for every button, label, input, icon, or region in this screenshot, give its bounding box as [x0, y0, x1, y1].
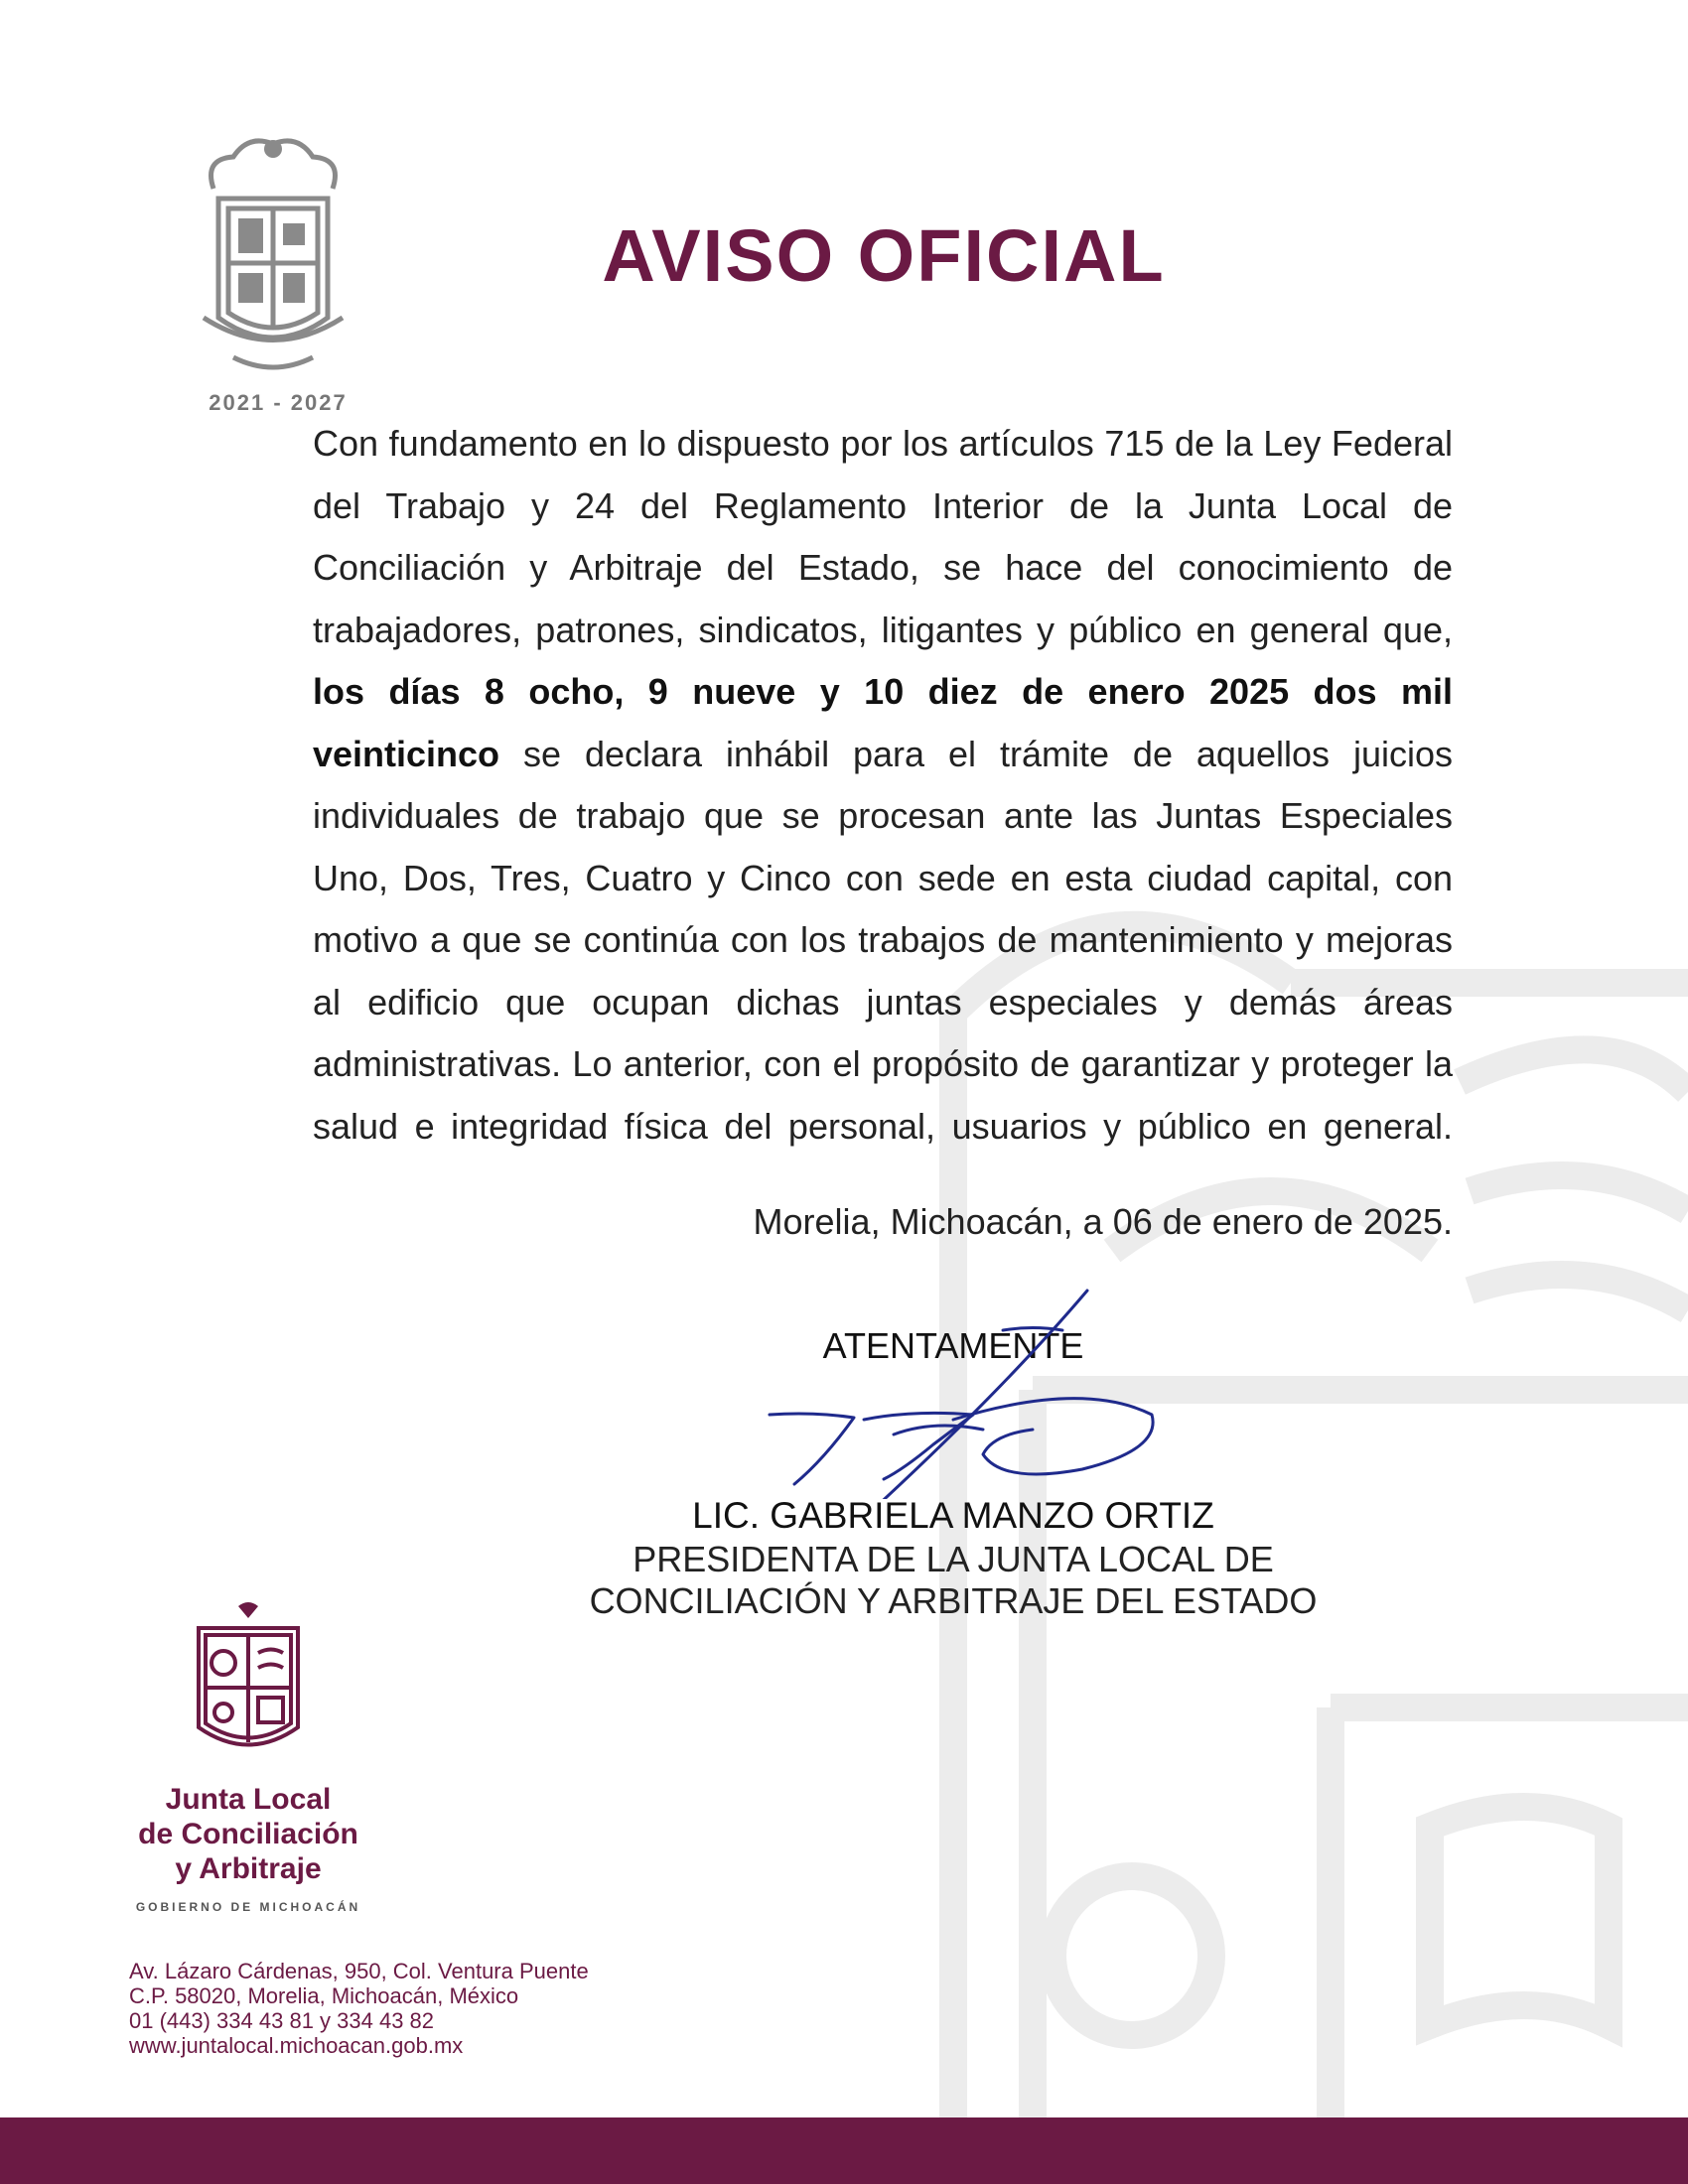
institution-name-line2: de Conciliación	[138, 1818, 358, 1850]
signer-name: LIC. GABRIELA MANZO ORTIZ	[692, 1495, 1214, 1536]
contact-info	[129, 1959, 685, 2058]
body-text-dates: los días 8 ocho, 9 nueve y 10 diez de enero 2025 dos mil veinticinco	[313, 671, 1453, 774]
address-line1: Av. Lázaro Cárdenas, 950, Col. Ventura Puente	[129, 1959, 589, 1983]
institution-name-line3: y Arbitraje	[175, 1852, 322, 1885]
handwritten-signature	[755, 1271, 1172, 1499]
signer-role-line2: CONCILIACIÓN Y ARBITRAJE DEL ESTADO	[589, 1580, 1318, 1621]
state-coat-of-arms-icon	[194, 129, 352, 372]
junta-local-seal-icon	[194, 1598, 303, 1757]
government-label: GOBIERNO DE MICHOACÁN	[135, 1900, 361, 1914]
place-and-date: Morelia, Michoacán, a 06 de enero de 2025.	[753, 1201, 1453, 1242]
page-title: AVISO OFICIAL	[602, 214, 1166, 297]
body-text-part1: Con fundamento en lo dispuesto por los artículos 715 de la Ley Federal del Trabajo y 24 del Reglamento Interior de la Junta Local de Conciliación y Arbitraje del Estado, se hace del conocimiento de trabajadores, patrones, sindicatos, litigantes y público en general que,	[313, 423, 1453, 650]
notice-body	[313, 413, 1453, 1158]
institution-name-line1: Junta Local	[165, 1783, 332, 1816]
phone-numbers: 01 (443) 334 43 81 y 334 43 82	[129, 2008, 435, 2033]
institution-name	[119, 1782, 377, 1886]
website-link[interactable]: www.juntalocal.michoacan.gob.mx	[129, 2033, 464, 2058]
address-line2: C.P. 58020, Morelia, Michoacán, México	[129, 1983, 519, 2008]
footer-bar	[0, 2117, 1688, 2184]
government-period: 2021 - 2027	[209, 390, 348, 415]
signer-role-line1: PRESIDENTA DE LA JUNTA LOCAL DE	[633, 1539, 1274, 1579]
closing-word: ATENTAMENTE	[822, 1325, 1084, 1366]
body-text-part2: se declara inhábil para el trámite de aquellos juicios individuales de trabajo que se procesan ante las Juntas Especiales Uno, Dos, Tres, Cuatro y Cinco con sede en esta ciudad capital, con motivo a que se continúa con los trabajos de mantenimiento y mejoras al edificio que ocupan dichas juntas especiales y demás áreas administrativas. Lo anterior, con el propósito de garantizar y proteger la salud e integridad física del personal, usuarios y público en general.	[313, 733, 1453, 1147]
